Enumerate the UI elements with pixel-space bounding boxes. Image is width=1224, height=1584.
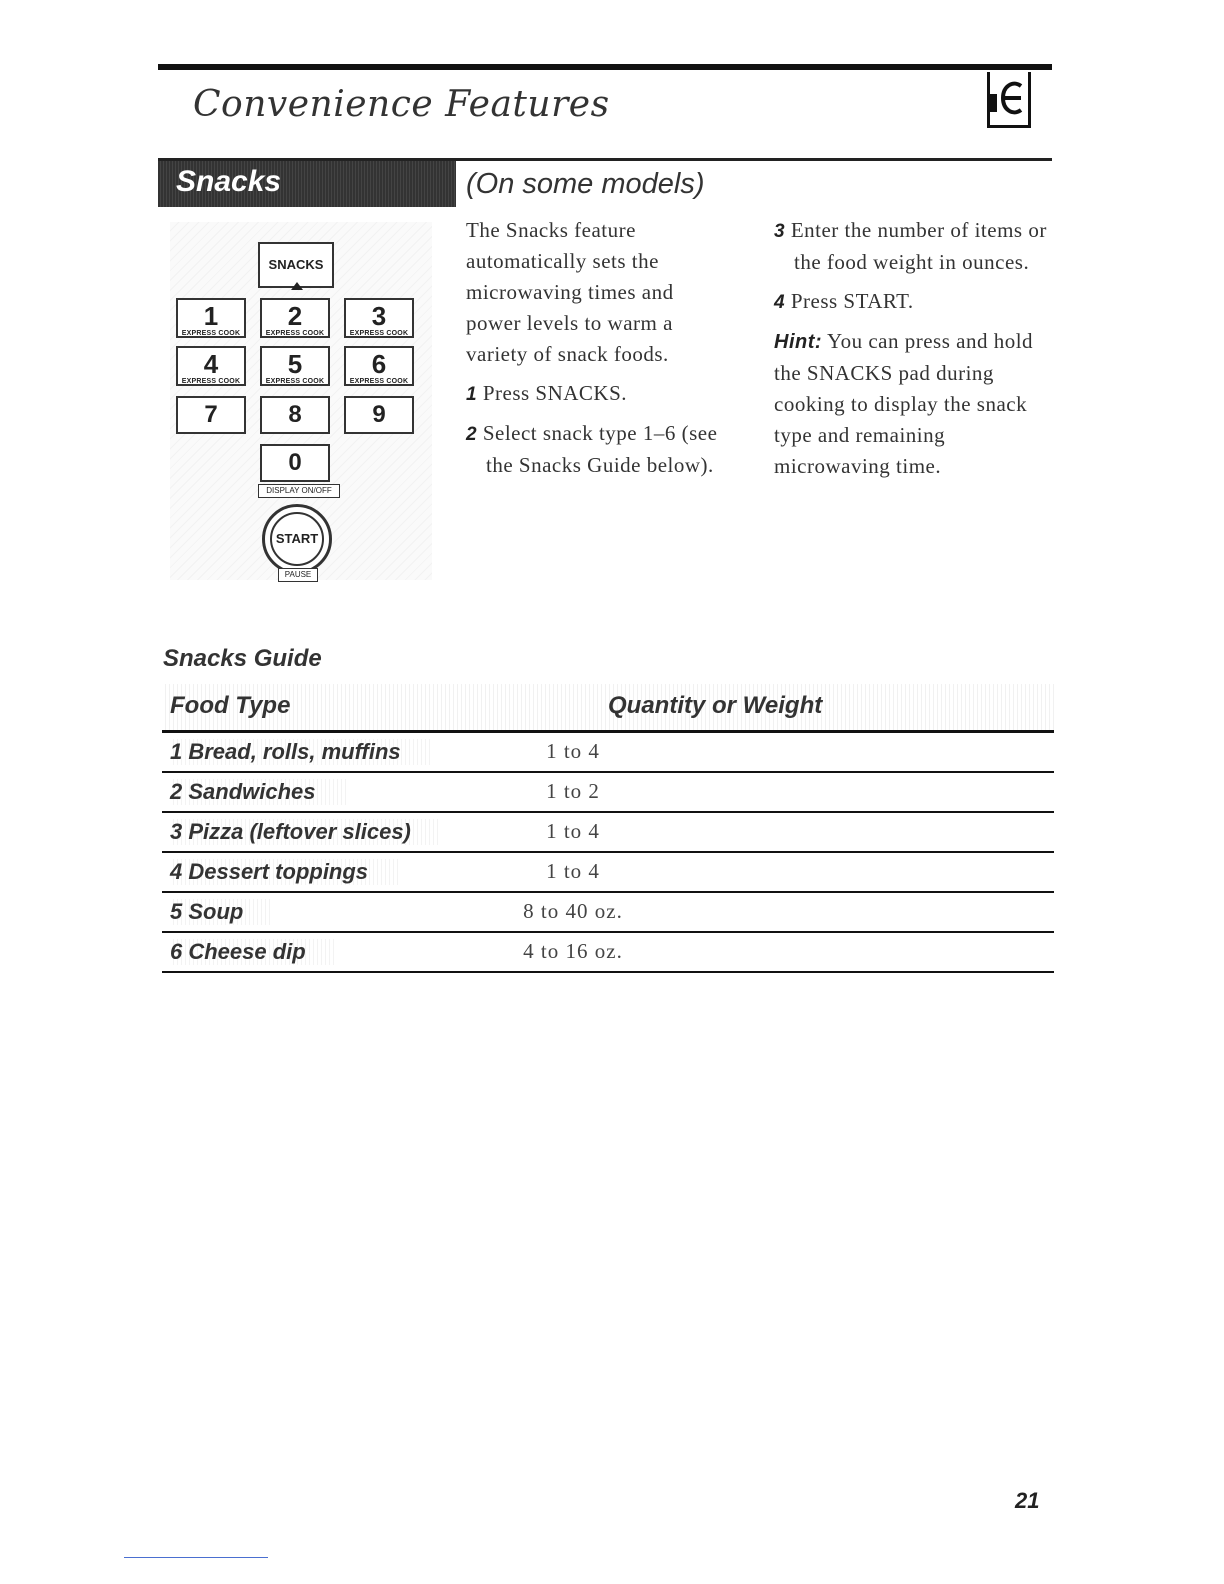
snacks-guide-table bbox=[162, 684, 1054, 973]
pause-label: PAUSE bbox=[278, 568, 318, 582]
up-arrow-icon bbox=[291, 282, 303, 290]
section-subtitle: (On some models) bbox=[466, 168, 705, 200]
step-1: 1 Press SNACKS. bbox=[466, 381, 628, 405]
col-food-type: Food Type bbox=[170, 692, 291, 719]
instructions-left bbox=[466, 215, 726, 481]
key-2: 2 EXPRESS COOK bbox=[260, 298, 330, 338]
key-7: 7 bbox=[176, 396, 246, 434]
start-key-label: START bbox=[270, 512, 324, 566]
key-9: 9 bbox=[344, 396, 414, 434]
table-row: 4 Dessert toppings 1 to 4 bbox=[162, 853, 1054, 893]
table-row: 3 Pizza (leftover slices) 1 to 4 bbox=[162, 813, 1054, 853]
snacks-key: SNACKS bbox=[258, 242, 334, 288]
key-3: 3 EXPRESS COOK bbox=[344, 298, 414, 338]
step-4: 4 Press START. bbox=[774, 289, 914, 313]
page-number: 21 bbox=[1015, 1488, 1040, 1513]
display-on-off-label: DISPLAY ON/OFF bbox=[258, 484, 340, 498]
hint: Hint: You can press and hold the SNACKS pad during cooking to display the snack type and remaining microwaving time. bbox=[774, 329, 1034, 478]
badge-marker bbox=[987, 94, 997, 112]
instructions-right bbox=[774, 215, 1049, 482]
col-quantity: Quantity or Weight bbox=[608, 692, 823, 719]
page-title: Convenience Features bbox=[193, 84, 610, 125]
header-rule bbox=[158, 64, 1052, 70]
key-6: 6 EXPRESS COOK bbox=[344, 346, 414, 386]
key-1: 1 EXPRESS COOK bbox=[176, 298, 246, 338]
table-row: 1 Bread, rolls, muffins 1 to 4 bbox=[162, 733, 1054, 773]
step-3: 3 Enter the number of items or the food weight in ounces. bbox=[774, 218, 1047, 274]
language-badge bbox=[987, 72, 1031, 128]
table-row: 2 Sandwiches 1 to 2 bbox=[162, 773, 1054, 813]
step-2: 2 Select snack type 1–6 (see the Snacks Guide below). bbox=[466, 421, 718, 477]
table-row: 5 Soup 8 to 40 oz. bbox=[162, 893, 1054, 933]
table-row: 6 Cheese dip 4 to 16 oz. bbox=[162, 933, 1054, 973]
section-tab bbox=[158, 161, 456, 207]
key-8: 8 bbox=[260, 396, 330, 434]
key-5: 5 EXPRESS COOK bbox=[260, 346, 330, 386]
guide-title: Snacks Guide bbox=[163, 645, 322, 672]
keypad-illustration bbox=[170, 222, 432, 580]
intro-text: The Snacks feature automatically sets the microwaving times and power levels to warm a variety of snack foods. bbox=[466, 218, 674, 366]
footer-rule bbox=[124, 1557, 268, 1558]
table-header bbox=[162, 684, 1054, 733]
key-4: 4 EXPRESS COOK bbox=[176, 346, 246, 386]
letter-e-icon bbox=[999, 78, 1025, 118]
key-0: 0 bbox=[260, 444, 330, 482]
start-key bbox=[262, 504, 332, 574]
section-tab-label: Snacks bbox=[176, 165, 282, 198]
